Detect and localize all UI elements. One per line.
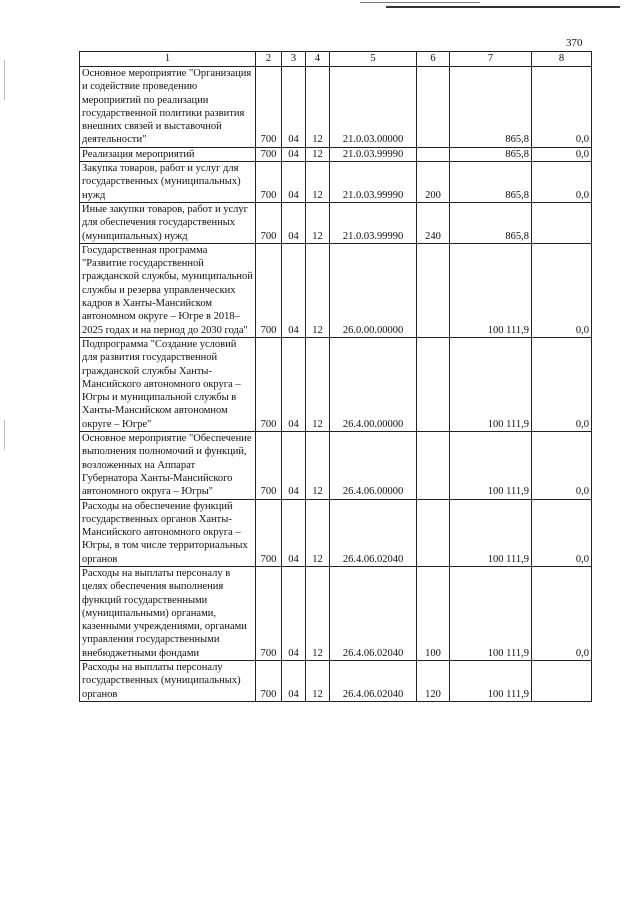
cell-amount: 100 111,9 xyxy=(450,432,532,499)
table-row xyxy=(80,337,592,431)
cell-amount-subvention: 0,0 xyxy=(532,499,592,566)
cell-amount: 100 111,9 xyxy=(450,566,532,660)
row-description: Иные закупки товаров, работ и услуг для обеспечения государственных (муниципальных) нужд xyxy=(80,202,256,243)
row-description: Реализация мероприятий xyxy=(80,147,256,161)
cell-ministry: 700 xyxy=(256,661,282,702)
column-header: 1 xyxy=(80,52,256,67)
cell-amount-subvention: 0,0 xyxy=(532,432,592,499)
table-row xyxy=(80,147,592,161)
cell-expense-type xyxy=(417,67,450,148)
column-header: 5 xyxy=(330,52,417,67)
cell-amount: 865,8 xyxy=(450,147,532,161)
header-row xyxy=(80,52,592,67)
row-description: Государственная программа "Развитие государственной гражданской службы, муниципальной службы и резерва управленческих кадров в Ханты-Мансийском автономном округе – Югре в 2018–2025 годах и на период до 2030 года" xyxy=(80,243,256,337)
cell-amount-subvention: 0,0 xyxy=(532,566,592,660)
cell-ministry: 700 xyxy=(256,337,282,431)
cell-target-article: 26.4.06.02040 xyxy=(330,661,417,702)
cell-amount-subvention: 0,0 xyxy=(532,67,592,148)
table-row xyxy=(80,162,592,203)
cell-section: 04 xyxy=(282,67,306,148)
cell-subsection: 12 xyxy=(306,499,330,566)
cell-target-article: 26.4.00.00000 xyxy=(330,337,417,431)
scan-edge-mark xyxy=(4,420,5,450)
cell-target-article: 26.4.06.02040 xyxy=(330,566,417,660)
cell-section: 04 xyxy=(282,337,306,431)
cell-amount-subvention xyxy=(532,202,592,243)
cell-expense-type: 240 xyxy=(417,202,450,243)
cell-expense-type xyxy=(417,499,450,566)
cell-subsection: 12 xyxy=(306,432,330,499)
row-description: Основное мероприятие "Обеспечение выполнения полномочий и функций, возложенных на Аппарат Губернатора Ханты-Мансийского автономного округа – Югры" xyxy=(80,432,256,499)
cell-ministry: 700 xyxy=(256,566,282,660)
cell-section: 04 xyxy=(282,243,306,337)
page-number: 370 xyxy=(566,37,583,49)
cell-ministry: 700 xyxy=(256,499,282,566)
cell-subsection: 12 xyxy=(306,243,330,337)
row-description: Основное мероприятие "Организация и содействие проведению мероприятий по реализации государственной политики развития внешних связей и выставочной деятельности" xyxy=(80,67,256,148)
cell-amount-subvention: 0,0 xyxy=(532,147,592,161)
cell-amount: 865,8 xyxy=(450,162,532,203)
cell-target-article: 21.0.03.99990 xyxy=(330,202,417,243)
column-header: 3 xyxy=(282,52,306,67)
cell-target-article: 21.0.03.99990 xyxy=(330,162,417,203)
row-description: Подпрограмма "Создание условий для развития государственной гражданской службы Ханты-Мансийского автономного округа – Югры и муниципальной службы в Ханты-Мансийском автономном округе – Югре" xyxy=(80,337,256,431)
cell-amount: 100 111,9 xyxy=(450,499,532,566)
cell-subsection: 12 xyxy=(306,162,330,203)
cell-amount: 100 111,9 xyxy=(450,661,532,702)
table-row xyxy=(80,67,592,148)
cell-ministry: 700 xyxy=(256,432,282,499)
cell-target-article: 26.0.00.00000 xyxy=(330,243,417,337)
cell-subsection: 12 xyxy=(306,67,330,148)
scan-rule-thin xyxy=(360,2,480,3)
cell-amount: 100 111,9 xyxy=(450,337,532,431)
row-description: Расходы на выплаты персоналу в целях обеспечения выполнения функций государственными (муниципальными) органами, казенными учреждениями, органами управления государственными внебюджетными фондами xyxy=(80,566,256,660)
cell-section: 04 xyxy=(282,202,306,243)
row-description: Расходы на выплаты персоналу государственных (муниципальных) органов xyxy=(80,661,256,702)
scan-edge-mark xyxy=(4,60,5,100)
cell-target-article: 26.4.06.00000 xyxy=(330,432,417,499)
cell-expense-type: 100 xyxy=(417,566,450,660)
cell-expense-type xyxy=(417,432,450,499)
cell-ministry: 700 xyxy=(256,67,282,148)
cell-expense-type xyxy=(417,147,450,161)
cell-target-article: 21.0.03.99990 xyxy=(330,147,417,161)
cell-section: 04 xyxy=(282,147,306,161)
cell-expense-type xyxy=(417,337,450,431)
column-header: 4 xyxy=(306,52,330,67)
row-description: Закупка товаров, работ и услуг для государственных (муниципальных) нужд xyxy=(80,162,256,203)
table-row xyxy=(80,661,592,702)
column-header: 8 xyxy=(532,52,592,67)
cell-section: 04 xyxy=(282,661,306,702)
cell-ministry: 700 xyxy=(256,147,282,161)
cell-section: 04 xyxy=(282,499,306,566)
scan-rule xyxy=(386,6,620,8)
column-header: 7 xyxy=(450,52,532,67)
cell-amount-subvention: 0,0 xyxy=(532,162,592,203)
cell-amount: 865,8 xyxy=(450,67,532,148)
cell-subsection: 12 xyxy=(306,147,330,161)
cell-amount: 865,8 xyxy=(450,202,532,243)
cell-amount-subvention: 0,0 xyxy=(532,243,592,337)
cell-section: 04 xyxy=(282,162,306,203)
column-header: 6 xyxy=(417,52,450,67)
cell-expense-type: 200 xyxy=(417,162,450,203)
cell-ministry: 700 xyxy=(256,162,282,203)
cell-ministry: 700 xyxy=(256,202,282,243)
table-row xyxy=(80,566,592,660)
cell-subsection: 12 xyxy=(306,566,330,660)
cell-subsection: 12 xyxy=(306,202,330,243)
cell-expense-type: 120 xyxy=(417,661,450,702)
cell-subsection: 12 xyxy=(306,337,330,431)
cell-target-article: 26.4.06.02040 xyxy=(330,499,417,566)
budget-table xyxy=(79,51,592,702)
cell-section: 04 xyxy=(282,566,306,660)
cell-target-article: 21.0.03.00000 xyxy=(330,67,417,148)
table-row xyxy=(80,243,592,337)
cell-amount-subvention: 0,0 xyxy=(532,337,592,431)
table-row xyxy=(80,499,592,566)
row-description: Расходы на обеспечение функций государственных органов Ханты-Мансийского автономного округа – Югры, в том числе территориальных органов xyxy=(80,499,256,566)
table-row xyxy=(80,202,592,243)
table-row xyxy=(80,432,592,499)
cell-amount-subvention xyxy=(532,661,592,702)
cell-subsection: 12 xyxy=(306,661,330,702)
cell-amount: 100 111,9 xyxy=(450,243,532,337)
cell-section: 04 xyxy=(282,432,306,499)
cell-expense-type xyxy=(417,243,450,337)
column-header: 2 xyxy=(256,52,282,67)
cell-ministry: 700 xyxy=(256,243,282,337)
